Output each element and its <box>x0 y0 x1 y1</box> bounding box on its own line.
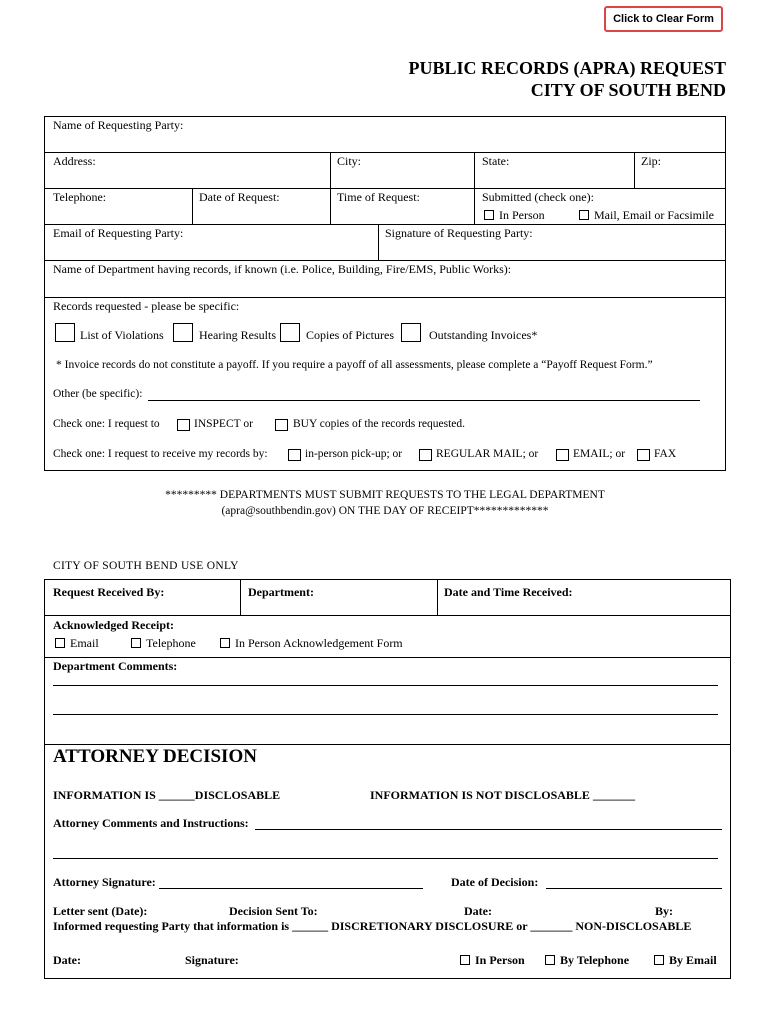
pickup-checkbox[interactable] <box>288 449 301 461</box>
telephone-label: Telephone: <box>53 190 107 204</box>
buy-copies-checkbox[interactable] <box>275 419 288 431</box>
city-label: City: <box>337 154 362 168</box>
mail-checkbox[interactable] <box>579 210 589 220</box>
ack-telephone-option[interactable] <box>131 636 196 651</box>
final-telephone-label: By Telephone <box>560 953 630 967</box>
form-title: PUBLIC RECORDS (APRA) REQUEST <box>408 58 726 78</box>
notice-line-1: ********* DEPARTMENTS MUST SUBMIT REQUESTS TO THE LEGAL DEPARTMENT <box>165 489 605 501</box>
check-one-request-label: Check one: I request to <box>53 418 160 430</box>
letter-sent-label: Letter sent (Date): <box>53 904 148 918</box>
in-person-label: In Person <box>499 208 545 222</box>
ack-email-checkbox[interactable] <box>55 638 65 648</box>
date-of-request-label: Date of Request: <box>199 190 280 204</box>
inspect-checkbox[interactable] <box>177 419 190 431</box>
time-of-request-field[interactable] <box>337 190 420 205</box>
date-time-received-field[interactable] <box>444 585 573 600</box>
final-date-label: Date: <box>53 953 81 967</box>
ack-email-label: Email <box>70 636 99 650</box>
final-in-person-option[interactable] <box>460 953 525 968</box>
telephone-field[interactable] <box>53 190 106 205</box>
state-label: State: <box>482 154 510 168</box>
form-subtitle: CITY OF SOUTH BEND <box>530 80 726 100</box>
final-signature-label: Signature: <box>185 953 239 967</box>
department-field[interactable] <box>53 262 511 277</box>
state-field[interactable] <box>482 154 509 169</box>
records-requested-label: Records requested - please be specific: <box>53 299 240 313</box>
submitted-in-person-option[interactable] <box>484 208 545 223</box>
fax-checkbox[interactable] <box>637 449 650 461</box>
ack-email-option[interactable] <box>55 636 99 651</box>
fax-label: FAX <box>654 448 677 460</box>
informed-party-label: Informed requesting Party that information is ______ DISCRETIONARY DISCLOSURE or _______ NON-DISCLOSABLE <box>53 919 692 933</box>
other-label: Other (be specific): <box>53 388 143 400</box>
list-of-violations-checkbox[interactable] <box>55 323 75 342</box>
inspect-label: INSPECT or <box>194 418 253 430</box>
attorney-comments-label: Attorney Comments and Instructions: <box>53 816 249 830</box>
decision-date-line[interactable] <box>546 888 722 889</box>
ack-telephone-label: Telephone <box>146 636 196 650</box>
department-received-field[interactable] <box>248 585 314 600</box>
address-field[interactable] <box>53 154 96 169</box>
final-email-checkbox[interactable] <box>654 955 664 965</box>
zip-label: Zip: <box>641 154 661 168</box>
submitted-mail-option[interactable] <box>579 208 714 223</box>
department-comments-line-1[interactable] <box>53 685 718 686</box>
address-label: Address: <box>53 154 96 168</box>
zip-field[interactable] <box>641 154 661 169</box>
attorney-decision-heading: ATTORNEY DECISION <box>53 746 257 767</box>
copies-of-pictures-label: Copies of Pictures <box>306 328 394 342</box>
ack-in-person-checkbox[interactable] <box>220 638 230 648</box>
regular-mail-label: REGULAR MAIL; or <box>436 448 539 460</box>
final-telephone-checkbox[interactable] <box>545 955 555 965</box>
decision-sent-to-label: Decision Sent To: <box>229 904 318 918</box>
final-in-person-checkbox[interactable] <box>460 955 470 965</box>
not-disclosable-label: INFORMATION IS NOT DISCLOSABLE _______ <box>370 788 635 802</box>
received-by-field[interactable] <box>53 585 164 600</box>
department-label: Name of Department having records, if known (i.e. Police, Building, Fire/EMS, Public Works): <box>53 262 512 276</box>
department-received-label: Department: <box>248 585 314 599</box>
outstanding-invoices-label: Outstanding Invoices* <box>429 328 538 342</box>
disclosable-label: INFORMATION IS ______DISCLOSABLE <box>53 788 281 802</box>
signature-field[interactable] <box>385 226 533 241</box>
mail-label: Mail, Email or Facsimile <box>594 208 714 222</box>
requesting-party-name-field[interactable] <box>53 118 183 133</box>
sent-by-label: By: <box>655 904 673 918</box>
regular-mail-checkbox[interactable] <box>419 449 432 461</box>
ack-in-person-label: In Person Acknowledgement Form <box>235 636 403 650</box>
attorney-comments-line-2[interactable] <box>53 858 718 859</box>
informed-party-line[interactable] <box>53 919 691 934</box>
email-delivery-label: EMAIL; or <box>573 448 626 460</box>
final-telephone-option[interactable] <box>545 953 629 968</box>
final-in-person-label: In Person <box>475 953 525 967</box>
email-field[interactable] <box>53 226 183 241</box>
disclosable-field[interactable] <box>53 788 280 803</box>
final-email-label: By Email <box>669 953 717 967</box>
received-by-label: Request Received By: <box>53 585 165 599</box>
requesting-party-name-label: Name of Requesting Party: <box>53 118 184 132</box>
attorney-signature-label: Attorney Signature: <box>53 875 156 889</box>
notice-line-2: (apra@southbendin.gov) ON THE DAY OF RECEIPT************* <box>221 505 549 517</box>
signature-label: Signature of Requesting Party: <box>385 226 533 240</box>
department-comments-line-2[interactable] <box>53 714 718 715</box>
outstanding-invoices-checkbox[interactable] <box>401 323 421 342</box>
email-label: Email of Requesting Party: <box>53 226 184 240</box>
copies-of-pictures-checkbox[interactable] <box>280 323 300 342</box>
acknowledged-receipt-label: Acknowledged Receipt: <box>53 618 174 632</box>
hearing-results-label: Hearing Results <box>199 328 276 342</box>
invoice-note: * Invoice records do not constitute a payoff. If you require a payoff of all assessments, please complete a “Payoff Request Form.” <box>56 359 653 371</box>
buy-copies-label: BUY copies of the records requested. <box>293 418 466 430</box>
time-of-request-label: Time of Request: <box>337 190 420 204</box>
other-input-line[interactable] <box>148 400 700 401</box>
clear-form-button[interactable]: Click to Clear Form <box>604 6 723 32</box>
hearing-results-checkbox[interactable] <box>173 323 193 342</box>
in-person-checkbox[interactable] <box>484 210 494 220</box>
final-email-option[interactable] <box>654 953 717 968</box>
city-field[interactable] <box>337 154 361 169</box>
list-of-violations-label: List of Violations <box>80 328 164 342</box>
ack-in-person-option[interactable] <box>220 636 403 651</box>
date-time-received-label: Date and Time Received: <box>444 585 573 599</box>
check-one-receive-label: Check one: I request to receive my records by: <box>53 448 268 460</box>
attorney-signature-line[interactable] <box>159 888 423 889</box>
date-of-request-field[interactable] <box>199 190 280 205</box>
pickup-label: in-person pick-up; or <box>305 448 403 460</box>
not-disclosable-field[interactable] <box>370 788 635 803</box>
decision-date-label: Date of Decision: <box>451 875 539 889</box>
sent-date-label: Date: <box>464 904 492 918</box>
attorney-comments-line-1[interactable] <box>255 829 722 830</box>
ack-telephone-checkbox[interactable] <box>131 638 141 648</box>
email-delivery-checkbox[interactable] <box>556 449 569 461</box>
department-comments-label: Department Comments: <box>53 659 178 673</box>
submitted-label: Submitted (check one): <box>482 190 594 204</box>
city-use-heading: CITY OF SOUTH BEND USE ONLY <box>53 560 239 572</box>
